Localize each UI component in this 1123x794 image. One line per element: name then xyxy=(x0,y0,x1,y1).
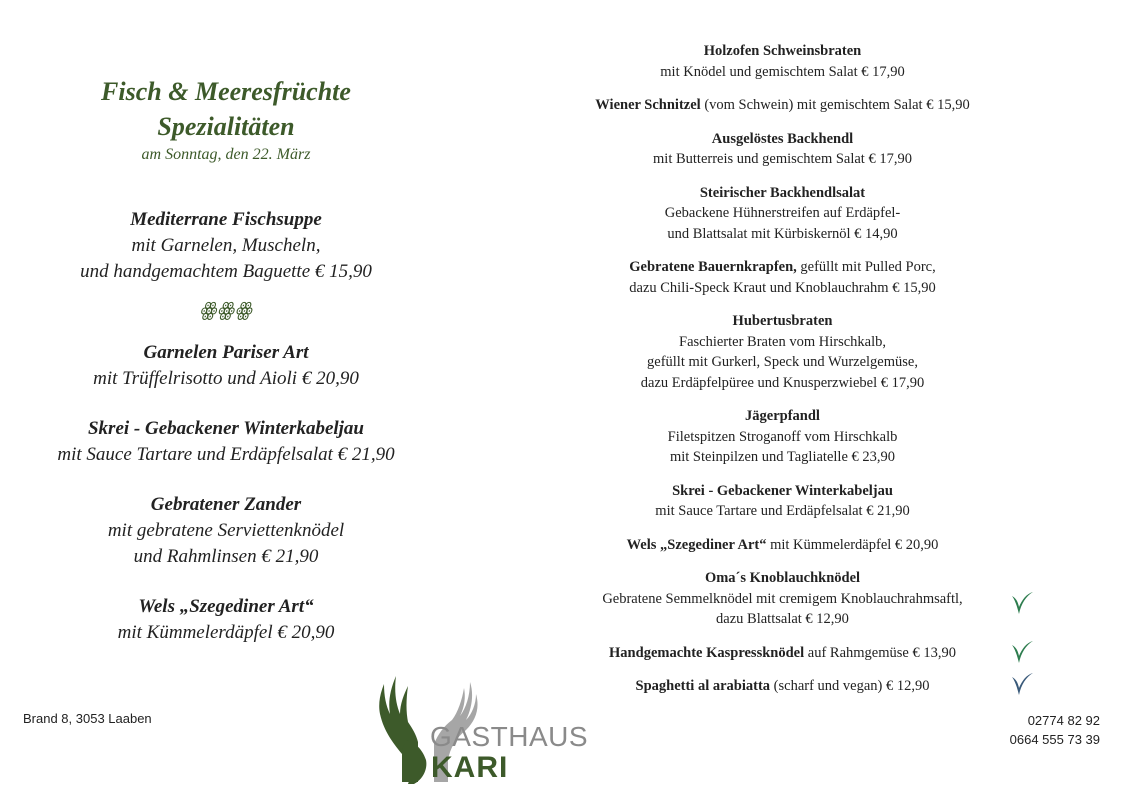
menu-item xyxy=(555,406,1010,468)
menu-item xyxy=(555,95,1010,116)
dish-name: Wels „Szegediner Art“ xyxy=(138,596,314,617)
menu-item xyxy=(555,535,1010,556)
menu-item xyxy=(30,594,422,646)
dish-description: mit Garnelen, Muscheln, xyxy=(131,235,321,256)
dish-name: Spaghetti al arabiatta xyxy=(635,678,771,694)
menu-item xyxy=(555,41,1010,82)
menu-item xyxy=(30,416,422,468)
ornament-divider: ꙮꙮꙮ xyxy=(199,300,253,321)
specials-title-line1: Fisch & Meeresfrüchte xyxy=(101,77,351,106)
dish-description: mit gebratene Serviettenknödel xyxy=(107,520,345,541)
dish-description: und Blattsalat mit Kürbiskernöl € 14,90 xyxy=(667,225,898,242)
specials-title-line2: Spezialitäten xyxy=(157,112,295,141)
dish-description: Faschierter Braten vom Hirschkalb, xyxy=(679,333,886,350)
fish-specials-column xyxy=(30,74,422,646)
phone-numbers xyxy=(1010,711,1100,749)
dish-description: Filetspitzen Stroganoff vom Hirschkalb xyxy=(667,428,898,445)
dish-description: mit Kümmelerdäpfel € 20,90 xyxy=(117,622,335,643)
phone-landline: 02774 82 92 xyxy=(1027,713,1100,728)
menu-item xyxy=(555,568,1010,630)
dish-description: Gebackene Hühnerstreifen auf Erdäpfel- xyxy=(664,205,901,221)
address: Brand 8, 3053 Laaben xyxy=(23,711,152,726)
main-menu-column xyxy=(555,41,1010,710)
dish-description: dazu Erdäpfelpüree und Knusperzwiebel € 17,90 xyxy=(640,374,925,391)
dish-description: auf Rahmgemüse € 13,90 xyxy=(804,644,956,661)
dish-description: mit Steinpilzen und Tagliatelle € 23,90 xyxy=(669,449,896,465)
menu-item xyxy=(555,257,1010,298)
menu-item xyxy=(30,340,422,392)
dish-description: mit Knödel und gemischtem Salat € 17,90 xyxy=(660,63,905,80)
menu-item xyxy=(555,676,1010,697)
dish-description: dazu Blattsalat € 12,90 xyxy=(716,611,849,627)
vegan-leaf-icon xyxy=(1010,671,1034,697)
dish-description: Gebratene Semmelknödel mit cremigem Knoblauchrahmsaftl, xyxy=(602,590,963,607)
dish-name: Wiener Schnitzel xyxy=(595,97,701,113)
menu-item xyxy=(555,129,1010,170)
dish-name: Holzofen Schweinsbraten xyxy=(703,43,862,59)
menu-item xyxy=(30,492,422,570)
dish-name: Gebratene Bauernkrapfen, xyxy=(629,259,797,275)
dish-name: Handgemachte Kaspressknödel xyxy=(609,644,805,661)
dish-description: mit Butterreis und gemischtem Salat € 17,90 xyxy=(653,151,912,167)
dish-description: gefüllt mit Pulled Porc, xyxy=(796,259,936,275)
dish-description: und handgemachtem Baguette € 15,90 xyxy=(80,261,372,282)
vegetarian-leaf-icon xyxy=(1010,639,1034,665)
phone-mobile: 0664 555 73 39 xyxy=(1009,732,1100,747)
dish-description: und Rahmlinsen € 21,90 xyxy=(133,546,319,567)
dish-name: Garnelen Pariser Art xyxy=(143,342,309,363)
menu-item xyxy=(555,311,1010,393)
dish-description: mit Sauce Tartare und Erdäpfelsalat € 21,90 xyxy=(57,444,395,465)
dish-name: Hubertusbraten xyxy=(732,313,833,329)
dish-name: Jägerpfandl xyxy=(745,408,820,424)
logo-wordmark-gasthaus: GASTHAUS xyxy=(430,721,589,752)
dish-name: Steirischer Backhendlsalat xyxy=(699,184,866,201)
dish-name: Mediterrane Fischsuppe xyxy=(130,209,322,230)
dish-description: mit Trüffelrisotto und Aioli € 20,90 xyxy=(93,368,359,389)
dish-name: Ausgelöstes Backhendl xyxy=(711,130,854,147)
dish-name: Gebratener Zander xyxy=(150,494,302,515)
menu-item xyxy=(555,183,1010,245)
vegetarian-leaf-icon xyxy=(1010,590,1034,616)
dish-name: Skrei - Gebackener Winterkabeljau xyxy=(672,482,893,499)
dish-name: Skrei - Gebackener Winterkabeljau xyxy=(87,418,365,439)
logo-wordmark-kari: KARI xyxy=(431,751,509,784)
dish-description: gefüllt mit Gurkerl, Speck und Wurzelgemüse, xyxy=(647,354,918,370)
menu-item xyxy=(555,481,1010,522)
dish-name: Oma´s Knoblauchknödel xyxy=(704,570,861,586)
dish-description: (scharf und vegan) € 12,90 xyxy=(770,678,930,694)
dish-description: mit Kümmelerdäpfel € 20,90 xyxy=(766,536,939,553)
menu-item xyxy=(555,643,1010,664)
specials-date: am Sonntag, den 22. März xyxy=(141,146,311,163)
dish-description: (vom Schwein) mit gemischtem Salat € 15,90 xyxy=(700,97,970,113)
dish-description: mit Sauce Tartare und Erdäpfelsalat € 21,90 xyxy=(655,503,910,519)
dish-description: dazu Chili-Speck Kraut und Knoblauchrahm € 15,90 xyxy=(629,279,936,296)
dish-name: Wels „Szegediner Art“ xyxy=(626,536,767,553)
menu-item xyxy=(30,207,422,285)
